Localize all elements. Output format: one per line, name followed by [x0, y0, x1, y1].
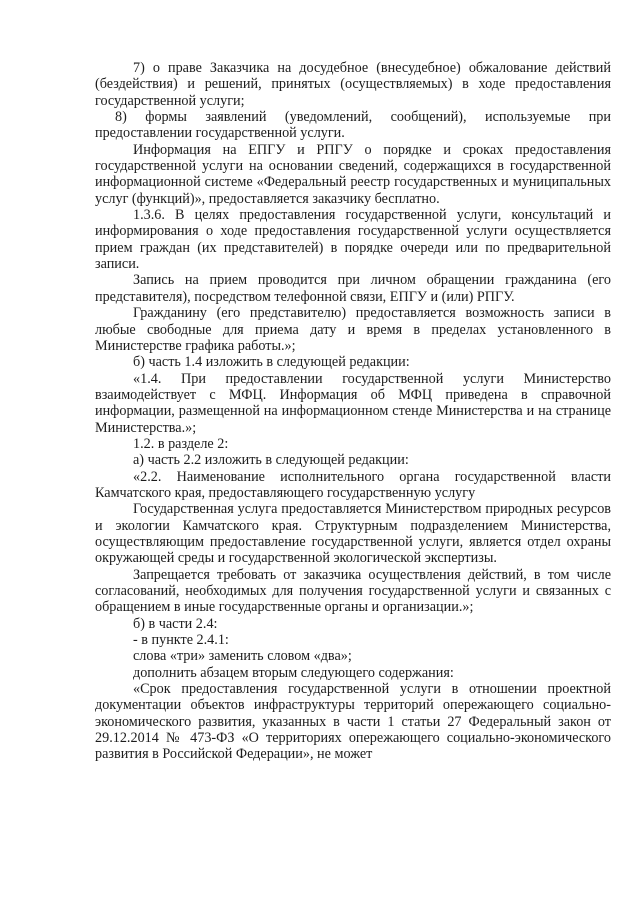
- paragraph-part-2-4: б) в части 2.4:: [133, 615, 218, 632]
- paragraph-part-2-2: «2.2. Наименование исполнительного органа государственной власти Камчатского края, предоставляющего государственную услугу: [95, 468, 611, 501]
- paragraph-item-8: 8) формы заявлений (уведомлений, сообщений), используемые при предоставлении государственной услуги.: [95, 109, 611, 142]
- paragraph-replace-words: слова «три» заменить словом «два»;: [133, 648, 352, 665]
- paragraph-item-7: 7) о праве Заказчика на досудебное (внесудебное) обжалование действий (бездействия) и решений, принятых (осуществляемых) в ходе предоставления государственной услуги;: [95, 60, 611, 109]
- paragraph-prohibited: Запрещается требовать от заказчика осуществления действий, в том числе согласований, необходимых для получения государственной услуги и связанных с обращением в иные государственные органы и организации.»;: [95, 566, 611, 616]
- paragraph-ministry: Государственная услуга предоставляется Министерством природных ресурсов и экологии Камчатского края. Структурным подразделением Министерства, осуществляющим предоставление государственной услуги, является отдел охраны окружающей среды и государственной экологической экспертизы.: [95, 501, 611, 567]
- paragraph-point-2-4-1: - в пункте 2.4.1:: [133, 632, 229, 649]
- paragraph-term: «Срок предоставления государственной услуги в отношении проектной документации объектов инфраструктуры территорий опережающего социально-экономического развития, указанных в части 1 статьи 27 Федеральный закон от 29.12.2014 № 473-ФЗ «О территориях опережающего социально-экономического развития в Российской Федерации», не может: [95, 681, 611, 763]
- paragraph-part-2-2-intro: а) часть 2.2 изложить в следующей редакции:: [133, 452, 409, 469]
- document-page: [95, 60, 611, 763]
- paragraph-add-second: дополнить абзацем вторым следующего содержания:: [133, 664, 454, 681]
- paragraph-section-2: 1.2. в разделе 2:: [133, 435, 229, 452]
- paragraph-part-1-4: «1.4. При предоставлении государственной услуги Министерство взаимодействует с МФЦ. Информация об МФЦ приведена в справочной информации, размещенной на информационном стенде Министерства и на странице Министерства.»;: [95, 370, 611, 436]
- paragraph-citizen-record: Гражданину (его представителю) предоставляется возможность записи в любые свободные для приема дату и время в пределах установленного в Министерстве графика работы.»;: [95, 305, 611, 354]
- paragraph-1-3-6: 1.3.6. В целях предоставления государственной услуги, консультаций и информирования о ходе предоставления государственной услуги осуществляется прием граждан (их представителей) в порядке очереди или по предварительной записи.: [95, 207, 611, 273]
- paragraph-appointment: Запись на прием проводится при личном обращении гражданина (его представителя), посредством телефонной связи, ЕПГУ и (или) РПГУ.: [95, 272, 611, 305]
- paragraph-info-epgu: Информация на ЕПГУ и РПГУ о порядке и сроках предоставления государственной услуги на основании сведений, содержащихся в государственной информационной системе «Федеральный реестр государственных и муниципальных услуг (функций)», предоставляется заказчику бесплатно.: [95, 141, 611, 207]
- paragraph-part-1-4-intro: б) часть 1.4 изложить в следующей редакции:: [133, 354, 410, 371]
